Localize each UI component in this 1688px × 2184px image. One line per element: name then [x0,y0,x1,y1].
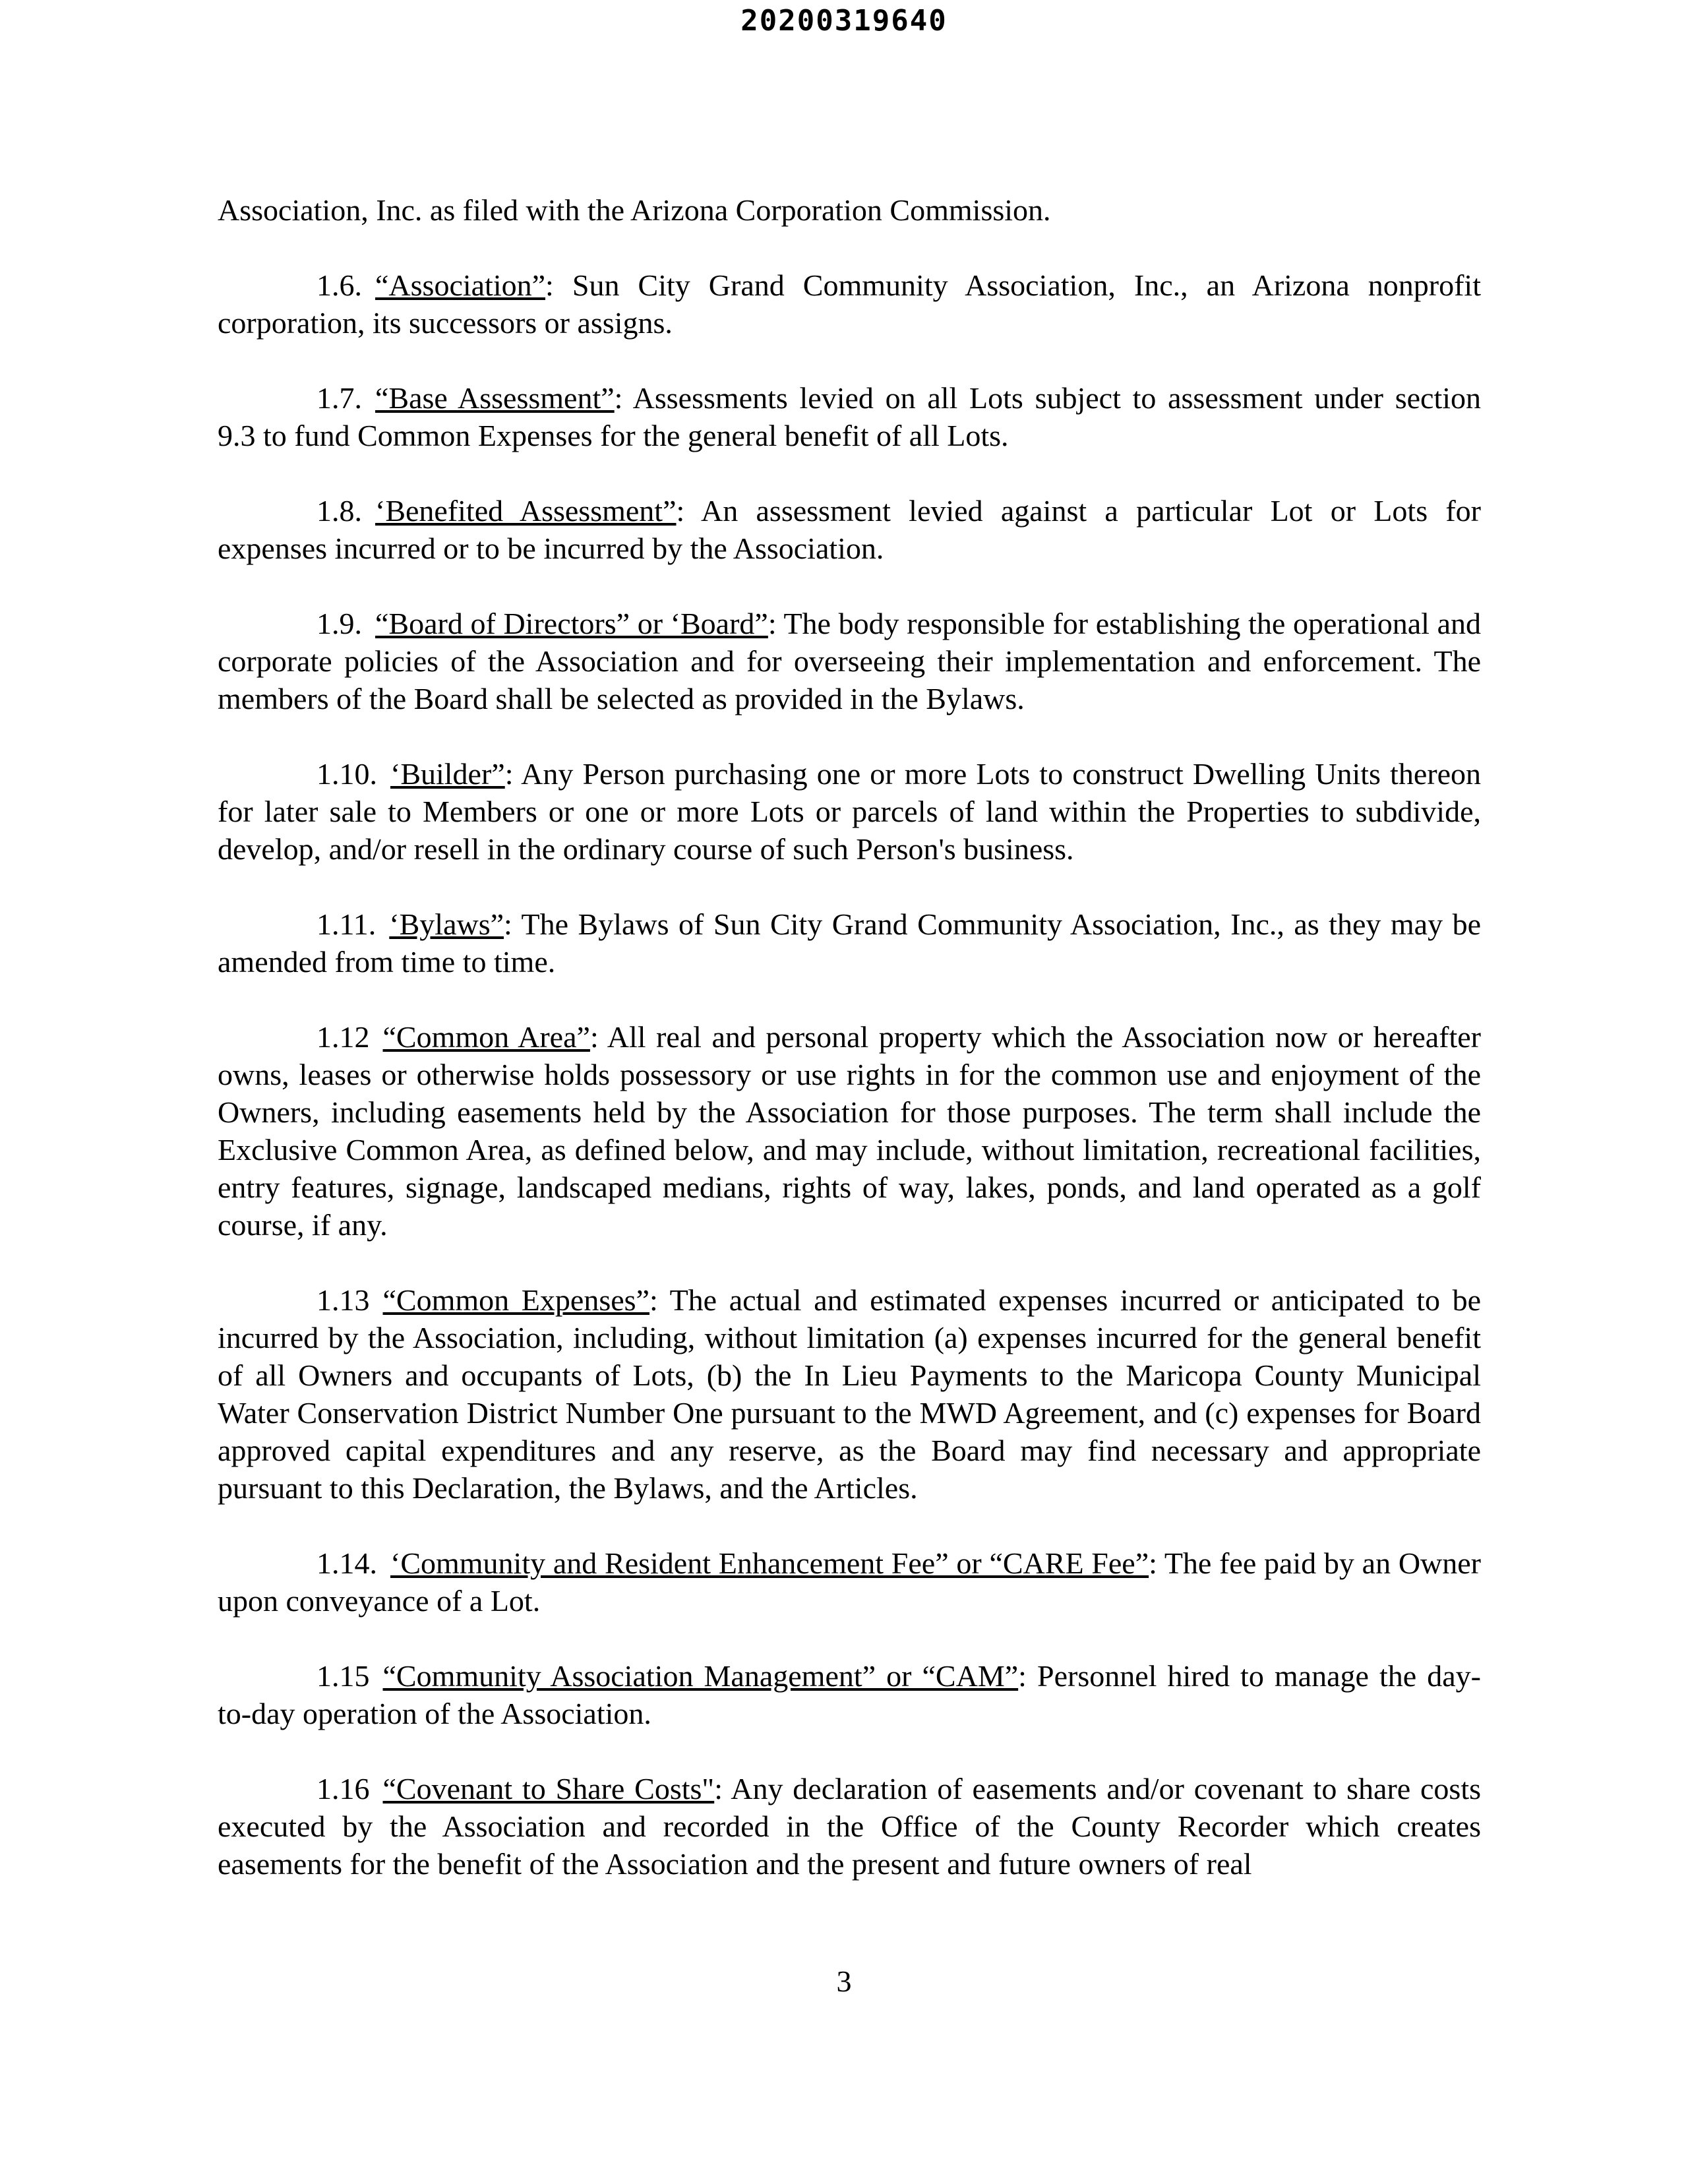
definition-term: “Board of Directors” or ‘Board” [375,607,768,640]
definition-colon: : [504,907,512,941]
definition-text: Any declaration of easements and/or covenant to share costs executed by the Association and recorded in the Office of the County Recorder which creates easements for the benefit of the Association and the present and future owners of real [218,1772,1482,1881]
definition-number: 1.8. [316,494,362,528]
document-body [218,191,1481,1920]
definition-term: ‘Bylaws” [389,907,504,941]
definition-1-16 [218,1770,1481,1883]
definition-colon: : [768,607,777,640]
definition-1-13 [218,1281,1481,1507]
definition-number: 1.10. [316,757,377,791]
definition-term: “Base Assessment” [375,381,615,415]
definition-colon: : [545,268,554,302]
definition-text: Sun City Grand Community Association, Inc., an Arizona nonprofit corporation, its successors or assigns. [218,268,1481,340]
definition-colon: : [676,494,685,528]
definition-1-8 [218,492,1481,567]
definition-text: An assessment levied against a particular Lot or Lots for expenses incurred or to be incurred by the Association. [218,494,1481,565]
definition-1-12 [218,1018,1481,1244]
definition-term: ‘Benefited Assessment” [375,494,677,528]
definition-term: ‘Builder” [390,757,505,791]
definition-text: Any Person purchasing one or more Lots to construct Dwelling Units thereon for later sale to Members or one or more Lots or parcels of land within the Properties to subdivide, develop, and/or resell in the ordinary course of such Person's business. [218,757,1481,866]
definition-colon: : [504,757,514,791]
definition-1-10 [218,755,1481,868]
definition-colon: : [1018,1659,1027,1693]
definition-number: 1.16 [316,1772,370,1805]
definition-1-6 [218,266,1481,342]
definition-1-7 [218,379,1481,454]
definition-term: “Community Association Management” or “CAM” [382,1659,1019,1693]
definition-number: 1.12 [316,1020,370,1054]
document-number: 20200319640 [740,4,948,38]
definition-text: The fee paid by an Owner upon conveyance of a Lot. [218,1546,1481,1618]
definition-number: 1.11. [316,907,377,941]
definition-colon: : [614,381,623,415]
definition-term: ‘Community and Resident Enhancement Fee” or “CARE Fee” [390,1546,1149,1580]
definition-term: “Association” [375,268,546,302]
definition-text: Assessments levied on all Lots subject to assessment under section 9.3 to fund Common Expenses for the general benefit of all Lots. [218,381,1481,452]
definition-text: All real and personal property which the Association now or hereafter owns, leases or otherwise holds possessory or use rights in for the common use and enjoyment of the Owners, including easements held by the Association for those purposes. The term shall include the Exclusive Common Area, as defined below, and may include, without limitation, recreational facilities, entry features, signage, landscaped medians, rights of way, lakes, ponds, and land operated as a golf course, if any. [218,1020,1481,1242]
definition-term: “Covenant to Share Costs" [382,1772,715,1805]
definition-term: “Common Area” [382,1020,590,1054]
definition-number: 1.9. [316,607,362,640]
definition-colon: : [714,1772,723,1805]
intro-paragraph: Association, Inc. as filed with the Arizona Corporation Commission. [218,193,1051,227]
definition-number: 1.6. [316,268,362,302]
definition-1-14 [218,1544,1481,1620]
definition-text: The actual and estimated expenses incurred or anticipated to be incurred by the Association, including, without limitation (a) expenses incurred for the general benefit of all Owners and occupants of Lots, (b) the In Lieu Payments to the Maricopa County Municipal Water Conservation District Number One pursuant to the MWD Agreement, and (c) expenses for Board approved capital expenditures and any reserve, as the Board may find necessary and appropriate pursuant to this Declaration, the Bylaws, and the Articles. [218,1283,1482,1505]
definition-1-9 [218,605,1481,717]
definition-number: 1.14. [316,1546,377,1580]
definition-1-15 [218,1657,1481,1732]
definition-number: 1.13 [316,1283,370,1317]
definition-number: 1.15 [316,1659,370,1693]
definition-number: 1.7. [316,381,362,415]
definition-1-11 [218,905,1481,981]
definition-text: The body responsible for establishing the operational and corporate policies of the Association and for overseeing their implementation and enforcement. The members of the Board shall be selected as provided in the Bylaws. [218,607,1481,715]
definition-text: Personnel hired to manage the day-to-day operation of the Association. [218,1659,1481,1730]
definition-text: The Bylaws of Sun City Grand Community Association, Inc., as they may be amended from time to time. [218,907,1482,979]
definition-colon: : [589,1020,599,1054]
definition-term: “Common Expenses” [382,1283,649,1317]
page-number: 3 [836,1964,852,1998]
definition-colon: : [1149,1546,1157,1580]
definition-colon: : [649,1283,658,1317]
